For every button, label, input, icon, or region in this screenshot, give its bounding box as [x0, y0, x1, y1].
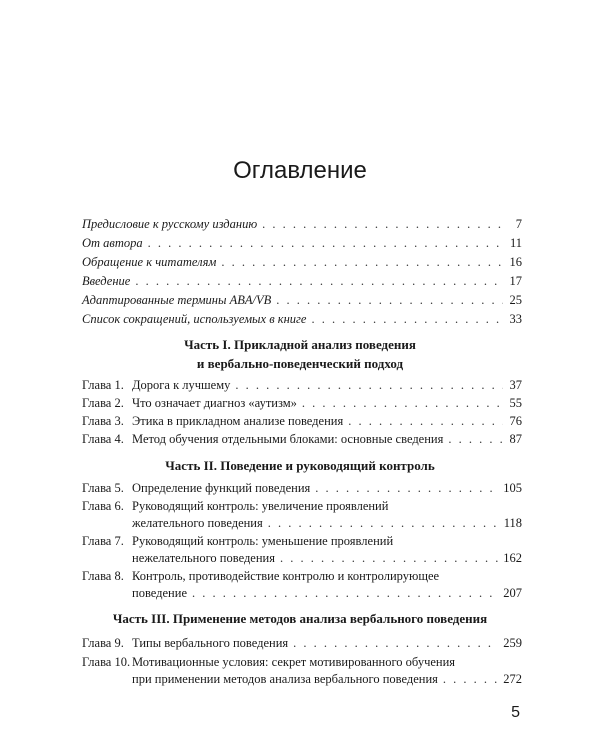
dot-leader	[293, 635, 498, 651]
dot-leader	[311, 311, 503, 327]
toc-entry-text: Предисловие к русскому изданию	[82, 217, 258, 231]
toc-entry-chapter-8-cont[interactable]	[132, 585, 522, 601]
toc-entry-text: Этика в прикладном анализе поведения	[132, 414, 344, 428]
chapter-label: Глава 2.	[82, 396, 124, 410]
dot-leader	[315, 480, 498, 496]
dot-leader	[268, 515, 499, 531]
toc-entry-introduction[interactable]	[82, 273, 522, 289]
toc-entry-text: Метод обучения отдельными блоками: основные сведения	[132, 432, 444, 446]
chapter-label: Глава 1.	[82, 378, 124, 392]
part-3-title[interactable]: Часть III. Применение методов анализа вербального поведения	[112, 611, 488, 626]
toc-entry-chapter-4[interactable]	[132, 431, 522, 447]
toc-entry-from-author[interactable]	[82, 235, 522, 251]
toc-entry-chapter-10[interactable]: Мотивационные условия: секрет мотивированного обучения	[132, 655, 456, 669]
dot-leader	[443, 671, 498, 687]
toc-entry-text: поведение	[132, 586, 187, 600]
toc-entry-text: нежелательного поведения	[132, 551, 275, 565]
toc-entry-text: Определение функций поведения	[132, 481, 311, 495]
dot-leader	[235, 377, 503, 393]
toc-entry-chapter-2[interactable]	[132, 395, 522, 411]
part-2-title[interactable]: Часть II. Поведение и руководящий контроль	[165, 458, 435, 473]
dot-leader	[448, 431, 503, 447]
toc-entry-chapter-1[interactable]	[132, 377, 522, 393]
dot-leader	[262, 216, 503, 232]
toc-entry-chapter-7-cont[interactable]	[132, 550, 522, 566]
toc-entry-text: Обращение к читателям	[82, 255, 217, 269]
toc-entry-chapter-10-cont[interactable]	[132, 671, 522, 687]
dot-leader	[221, 254, 503, 270]
toc-entry-text: Дорога к лучшему	[132, 378, 231, 392]
chapter-label: Глава 10.	[82, 655, 131, 669]
toc-page-number: 87	[509, 432, 522, 446]
toc-entry-chapter-5[interactable]	[132, 480, 522, 496]
toc-page-number: 17	[509, 274, 522, 288]
toc-entry-chapter-3[interactable]	[132, 413, 522, 429]
toc-page-number: 259	[503, 636, 522, 650]
chapter-label: Глава 8.	[82, 569, 124, 583]
toc-page-number: 207	[503, 586, 522, 600]
chapter-label: Глава 6.	[82, 499, 124, 513]
dot-leader	[348, 413, 503, 429]
dot-leader	[148, 235, 503, 251]
toc-entry-foreword[interactable]	[82, 216, 522, 232]
dot-leader	[302, 395, 503, 411]
toc-entry-chapter-6[interactable]: Руководящий контроль: увеличение проявлений	[132, 499, 389, 513]
toc-entry-text: От автора	[82, 236, 143, 250]
part-1-title[interactable]: Часть I. Прикладной анализ поведения	[184, 337, 416, 352]
toc-page-number: 55	[509, 396, 522, 410]
toc-entry-chapter-9[interactable]	[132, 635, 522, 651]
toc-entry-text: Типы вербального поведения	[132, 636, 289, 650]
toc-page-number: 37	[509, 378, 522, 392]
toc-page-number: 76	[509, 414, 522, 428]
toc-page-number: 7	[515, 217, 522, 231]
toc-entry-text: Список сокращений, используемых в книге	[82, 312, 307, 326]
toc-entry-text: желательного поведения	[132, 516, 263, 530]
chapter-label: Глава 9.	[82, 636, 124, 650]
toc-entry-text: Введение	[82, 274, 131, 288]
toc-page-number: 25	[509, 293, 522, 307]
toc-entry-abbreviations[interactable]	[82, 311, 522, 327]
chapter-label: Глава 7.	[82, 534, 124, 548]
chapter-label: Глава 5.	[82, 481, 124, 495]
toc-entry-chapter-8[interactable]: Контроль, противодействие контролю и контролирующее	[132, 569, 440, 583]
dot-leader	[192, 585, 498, 601]
toc-page-number: 11	[509, 236, 522, 250]
toc-page-number: 16	[509, 255, 522, 269]
toc-page-number: 118	[503, 516, 522, 530]
dot-leader	[276, 292, 503, 308]
toc-entry-text: Адаптированные термины ABA/VB	[82, 293, 272, 307]
page-number: 5	[511, 704, 520, 721]
dot-leader	[135, 273, 503, 289]
page-title: Оглавление	[233, 157, 367, 184]
toc-entry-text: Что означает диагноз «аутизм»	[132, 396, 297, 410]
toc-entry-chapter-7[interactable]: Руководящий контроль: уменьшение проявлений	[132, 534, 394, 548]
toc-entry-text: при применении методов анализа вербального поведения	[132, 672, 438, 686]
toc-page-number: 162	[503, 551, 522, 565]
toc-page-number: 272	[503, 672, 522, 686]
dot-leader	[280, 550, 498, 566]
toc-page-number: 33	[509, 312, 522, 326]
chapter-label: Глава 3.	[82, 414, 124, 428]
toc-entry-terms[interactable]	[82, 292, 522, 308]
toc-entry-chapter-6-cont[interactable]	[132, 515, 522, 531]
toc-entry-to-readers[interactable]	[82, 254, 522, 270]
chapter-label: Глава 4.	[82, 432, 124, 446]
part-1-title-line-2: и вербально-поведенческий подход	[196, 356, 404, 371]
toc-page-number: 105	[503, 481, 522, 495]
